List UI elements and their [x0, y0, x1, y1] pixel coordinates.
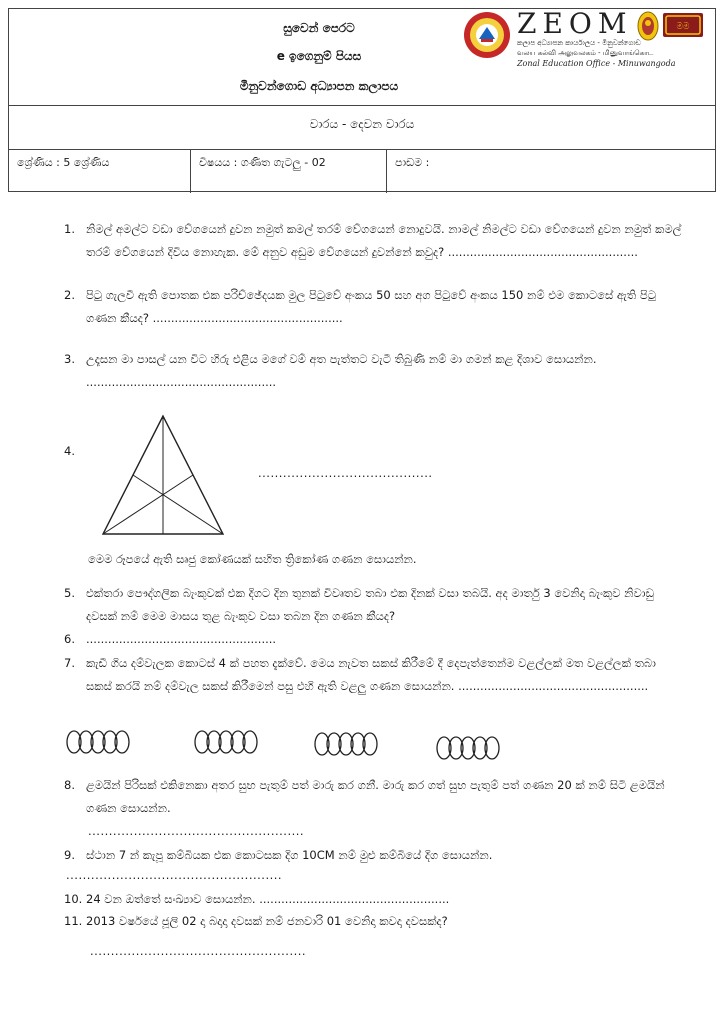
chain-piece-2 — [195, 731, 257, 753]
term-label: වාරය - දෙවන වාරය — [309, 117, 415, 131]
question-7 — [64, 652, 684, 698]
triangle-answer-line: .......................................... — [258, 466, 433, 480]
header-title-row — [9, 9, 715, 106]
question-number: 1. — [64, 222, 75, 236]
question-number: 3. — [64, 352, 75, 366]
question-5 — [64, 582, 684, 628]
header-slogan: සුවෙන් පෙරට — [283, 21, 355, 35]
lesson-cell: පාඩම : — [395, 156, 430, 169]
question-6 — [64, 628, 684, 651]
triangle-caption: මෙම රූපයේ ඇති සෘජු කෝණයක් සහිත ත්‍රිකෝණ ගණන සොයන්න. — [88, 552, 417, 566]
question-number: 7. — [64, 656, 75, 670]
question-text: ස්ථාන 7 න් කැපූ කම්බියක එක කොටසක දිග 10CM නම් මුළු කම්බියේ දිග සොයන්න. — [86, 848, 493, 862]
zeom-logo-text: ZEOM — [517, 7, 633, 40]
subject-cell: විෂයය : ගණිත ගැටලු - 02 — [191, 149, 387, 193]
question-number: 9. — [64, 848, 75, 862]
question-11 — [64, 910, 684, 933]
question-1 — [64, 218, 684, 264]
question-text: 24 වන ඔත්තේ සංඛ්‍යාව සොයන්න. .................................................... — [86, 892, 450, 906]
question-8 — [64, 774, 684, 820]
header-box — [8, 8, 716, 192]
triangle-median-c — [133, 475, 223, 534]
chain-piece-1 — [67, 731, 129, 753]
zeom-sub-english: Zonal Education Office - Minuwangoda — [517, 59, 676, 68]
question-number: 2. — [64, 288, 75, 302]
chain-pieces-figure — [62, 724, 522, 764]
question-3 — [64, 348, 684, 394]
question-text: එක්තරා පෞද්ගලික බැංකුවක් එක දිගට දින තුනක් විවෘතව තබා එක දිනක් වසා තබයි. අද මාර්තු 3 වෙනිදා බැංකුව නිවාඩු දවසක් නම් මෙම මාසය තුළ බැංකුව වසා තබන දින ගණන කීයද? — [86, 586, 655, 623]
header-week-row — [9, 105, 715, 150]
header-zone: මීනුවන්ගොඩ අධ්‍යාපන කලාපය — [239, 79, 399, 93]
header-program: e ඉගෙනුම් පියස — [276, 49, 362, 63]
question-9 — [64, 844, 684, 867]
question-number: 8. — [64, 778, 75, 792]
question-text: ළමයින් පිරිසක් එකිනෙකා අතර සුභ පැතුම් පත් මාරු කර ගනී. මාරු කර ගත් සුභ පැතුම් පත් ගණන 20 ක් නම් සිටි ළමයින් ගණන සොයන්න. — [86, 778, 665, 815]
question-number: 5. — [64, 586, 75, 600]
flag-icon — [663, 13, 703, 37]
chain-piece-3 — [315, 733, 377, 755]
question-number: 6. — [64, 632, 75, 646]
zeom-sub-tamil: வலய கல்வி அலுவலகம் - மினுவாங்கொட — [517, 49, 654, 57]
question-text: පිටු ගැලවී ඇති පොතක එක පරිච්ඡේදයක මුල පිටුවේ අංකය 50 සහ අග පිටුවේ අංකය 150 නම් එම කොටසේ ඇති පිටු ගණන කීයද? .................................................... — [86, 288, 656, 325]
q8-answer-line: .................................................... — [88, 824, 305, 838]
question-text: නිමල් අමල්ට වඩා වේගයෙන් දුවන නමුත් කමල් තරම් වේගයෙන් නොදුවයි. නාමල් නිමල්ට වඩා වේගයෙන් දුවන නමුත් කමල් තරම් වේගයෙන් දිවිය නොහැක. මේ අනුව අඩුම වේගයෙන් දුවන්නේ කවුද? .................................................... — [86, 222, 682, 259]
question-2 — [64, 284, 684, 330]
question-text: 2013 වර්ෂයේ ජූලි 02 දා බදාදා දවසක් නම් ජනවාරි 01 වෙනිදා කවදා දවසක්ද? — [86, 914, 448, 928]
question-number: 11. — [64, 914, 83, 928]
flag-text: මම — [676, 22, 690, 32]
question-10 — [64, 888, 684, 911]
question-number: 4. — [64, 444, 75, 458]
q9-answer-line: .................................................... — [66, 868, 283, 882]
zone-seal-icon — [463, 11, 511, 59]
triangle-figure — [100, 414, 226, 536]
question-number: 10. — [64, 892, 83, 906]
zeom-sub-sinhala: කලාප අධ්‍යාපන කාර්යාලය - මීනුවන්ගොඩ — [517, 39, 641, 47]
grade-cell: ශ්‍රේණිය : 5 ශ්‍රේණිය — [9, 149, 191, 193]
question-text: උදෑසන මා පාසල් යන විට හිරු එළිය මගේ වම් අත පැත්තට වැටී තිබුණි නම් මා ගමන් කළ දිශාව සොයන්න. .................................................... — [86, 352, 597, 389]
q11-answer-line: .................................................... — [90, 944, 307, 958]
chain-piece-4 — [437, 737, 499, 759]
header-info-row — [9, 149, 715, 193]
national-emblem-icon — [637, 11, 659, 41]
triangle-median-b — [103, 475, 193, 534]
question-text: කැඩී ගිය දම්වැලක කොටස් 4 ක් පහත දැක්වේ. මෙය නැවත සකස් කිරීමේ දී දෙපැත්තෙන්ම වළල්ලක් මත වළල්ලක් තබා සකස් කරයි නම් දම්වැල සකස් කිරීමෙන් පසු එහි ඇති වළලු ගණන සොයන්න. .................................................... — [86, 656, 656, 693]
question-text: .................................................... — [86, 632, 277, 646]
